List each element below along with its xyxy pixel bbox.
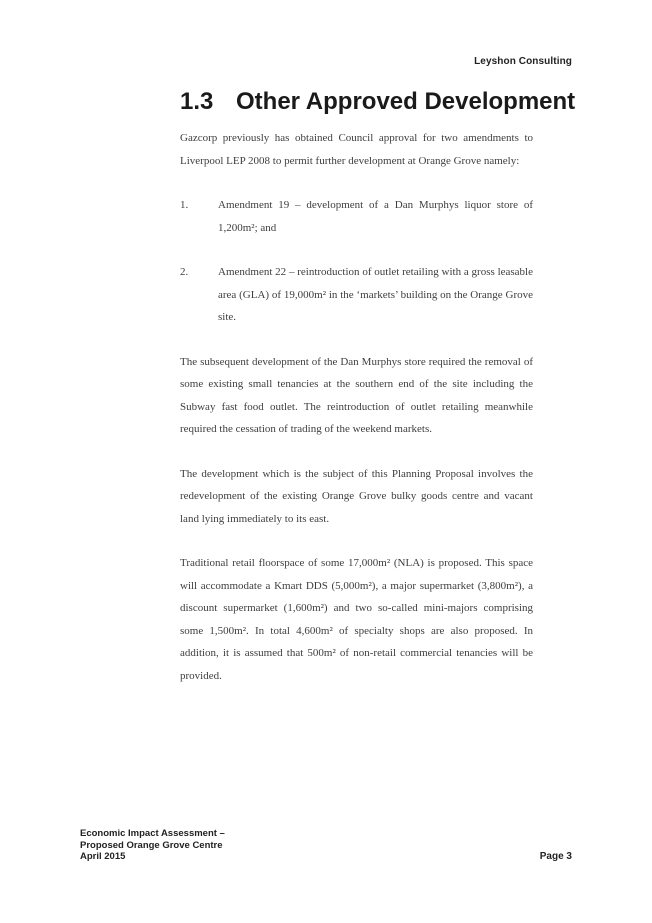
body-content [180,127,533,709]
list-item-number: 1. [180,199,189,211]
section-number: 1.3 [180,88,214,115]
list-item [180,194,533,239]
section-title: Other Approved Development [236,88,576,115]
paragraph-dan-murphys: The subsequent development of the Dan Murphys store required the removal of some existing small tenancies at the southern end of the site including the Subway fast food outlet. The reintroduction of outlet retailing meanwhile required the cessation of trading of the weekend markets. [180,355,533,435]
footer-line-1: Economic Impact Assessment – [80,828,225,839]
footer-document-info [80,828,225,863]
list-item-number: 2. [180,266,189,278]
page-number: Page 3 [539,851,572,862]
paragraph-floorspace: Traditional retail floorspace of some 17,000m² (NLA) is proposed. This space will accommodate a Kmart DDS (5,000m²), a major supermarket (3,800m²), a discount supermarket (1,600m²) and two so-called mini-majors comprising some 1,500m². In total 4,600m² of specialty shops are also proposed. In addition, it is assumed that 500m² of non-retail commercial tenancies will be provided. [180,557,533,682]
intro-paragraph: Gazcorp previously has obtained Council approval for two amendments to Liverpool LEP 2008 to permit further development at Orange Grove namely: [180,132,533,167]
footer-line-3: April 2015 [80,851,126,862]
header-company: Leyshon Consulting [474,56,572,67]
list-item [180,261,533,329]
list-item-text: Amendment 22 – reintroduction of outlet retailing with a gross leasable area (GLA) of 19,000m² in the ‘markets’ building on the Orange Grove site. [218,266,533,323]
section-heading [180,88,575,116]
amendments-list [180,194,533,329]
paragraph-redevelopment: The development which is the subject of this Planning Proposal involves the redevelopment of the existing Orange Grove bulky goods centre and vacant land lying immediately to its east. [180,467,533,525]
footer-line-2: Proposed Orange Grove Centre [80,839,223,851]
list-item-text: Amendment 19 – development of a Dan Murphys liquor store of 1,200m²; and [218,199,533,234]
